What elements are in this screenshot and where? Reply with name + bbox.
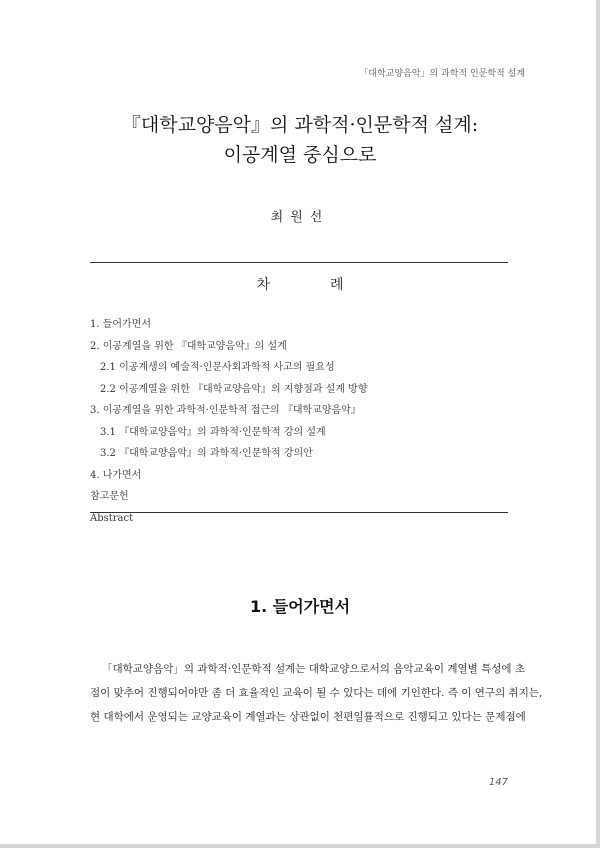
toc-item: 4. 나가면서 <box>90 469 142 481</box>
toc-heading <box>0 274 600 294</box>
body-paragraph <box>90 657 543 729</box>
toc-item: 3.2 『대학교양음악』의 과학적·인문학적 강의안 <box>100 448 313 459</box>
author-name: 최원선 <box>270 210 330 225</box>
article-title-line-2: 이공계열 중심으로 <box>223 144 377 166</box>
toc-item: 참고문헌 <box>90 491 129 502</box>
toc-item: 3.1 『대학교양음악』의 과학적·인문학적 강의 설계 <box>100 426 326 438</box>
section-heading: 1. 들어가면서 <box>249 597 351 616</box>
table-of-contents <box>90 314 510 529</box>
body-line: 점이 맞추어 진행되어야만 좀 더 효율적인 교육이 될 수 있다는 데에 기인한다. 즉 이 연구의 취지는, <box>90 687 543 699</box>
running-header: 「대학교양음악」의 과학적 인문학적 설계 <box>359 69 525 79</box>
page-number: 147 <box>488 777 508 788</box>
body-line: 현 대학에서 운영되는 교양교육이 계열과는 상관없이 천편일률적으로 진행되고 있다는 문제점에 <box>90 711 526 723</box>
toc-bottom-rule <box>90 512 508 513</box>
toc-item: 2.2 이공계열을 위한 『대학교양음악』의 지향점과 설계 방향 <box>100 383 368 395</box>
toc-item: 1. 들어가면서 <box>90 319 152 330</box>
article-title-line-1: 『대학교양음악』의 과학적·인문학적 설계: <box>121 114 479 136</box>
toc-heading-first-char: 차 <box>256 277 270 293</box>
article-title <box>0 110 600 170</box>
toc-item: 2.1 이공계생의 예술적·인문사회과학적 사고의 필요성 <box>100 362 335 373</box>
body-line: 「대학교양음악」의 과학적·인문학적 설계는 대학교양으로서의 음악교육이 계열별 특성에 초 <box>102 663 525 675</box>
toc-item: 3. 이공계열을 위한 과학적·인문학적 접근의 『대학교양음악』 <box>90 405 361 416</box>
toc-item: 2. 이공계열을 위한 『대학교양음악』의 설계 <box>90 340 287 352</box>
toc-heading-second-char: 례 <box>330 277 344 293</box>
toc-top-rule <box>90 262 508 263</box>
page-edge-bottom <box>0 844 600 848</box>
toc-item: Abstract <box>90 512 134 524</box>
